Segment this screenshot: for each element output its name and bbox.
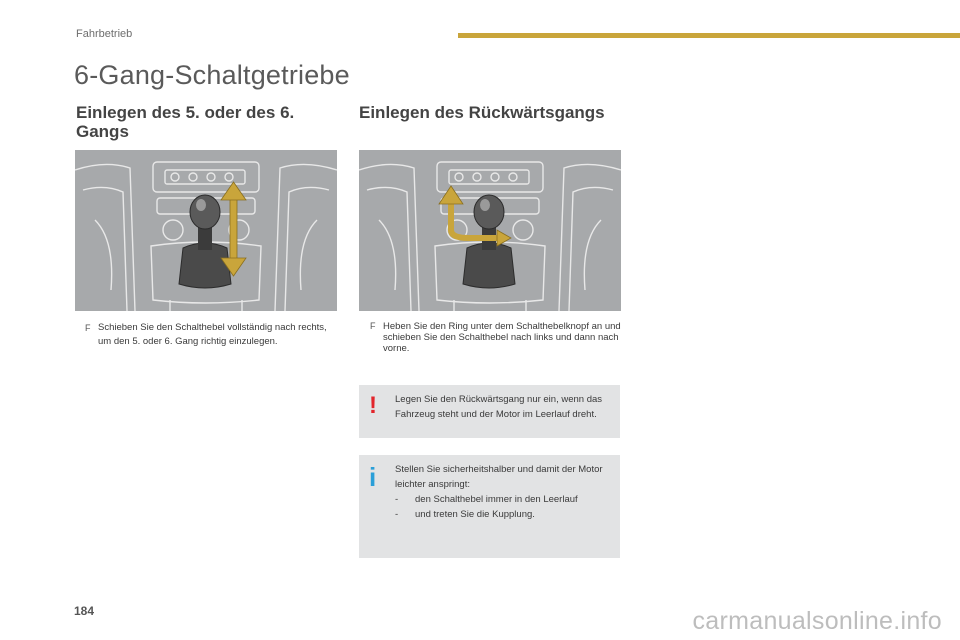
info-content (395, 462, 615, 522)
step-text: Heben Sie den Ring unter dem Schalthebelknopf an und schieben Sie den Schalthebel nach links und dann nach vorne. (383, 321, 621, 354)
gear-shift-lever-icon (75, 150, 337, 311)
step-text: Schieben Sie den Schalthebel vollständig nach rechts, um den 5. oder 6. Gang richtig einzulegen. (98, 322, 327, 347)
info-icon: i (369, 462, 377, 492)
warning-text: Legen Sie den Rückwärtsgang nur ein, wenn das Fahrzeug steht und der Motor im Leerlauf dreht. (395, 394, 603, 420)
heading-reverse-gear: Einlegen des Rückwärtsgangs (359, 103, 605, 122)
info-intro: Stellen Sie sicherheitshalber und damit der Motor leichter anspringt: (395, 464, 603, 490)
illustration-reverse-gear (359, 150, 621, 311)
gear-shift-lever-icon (359, 150, 621, 311)
info-list-item: - den Schalthebel immer in den Leerlauf (395, 492, 615, 507)
step-bullet-icon: F (85, 323, 91, 333)
step-5th-6th-gear (85, 321, 330, 349)
watermark: carmanualsonline.info (692, 607, 942, 635)
info-list (395, 492, 615, 522)
warning-box (359, 385, 620, 438)
header-accent-bar (458, 33, 960, 38)
step-reverse-gear (370, 321, 623, 354)
illustration-5th-6th-gear (75, 150, 337, 311)
step-bullet-icon: F (370, 321, 376, 331)
info-box (359, 455, 620, 558)
warning-exclamation-icon: ! (369, 392, 377, 419)
section-label: Fahrbetrieb (76, 28, 133, 40)
page-number: 184 (74, 604, 95, 618)
info-list-item: - und treten Sie die Kupplung. (395, 507, 615, 522)
page-title: 6-Gang-Schaltgetriebe (74, 60, 350, 90)
heading-5th-6th-gear: Einlegen des 5. oder des 6. Gangs (76, 103, 295, 141)
